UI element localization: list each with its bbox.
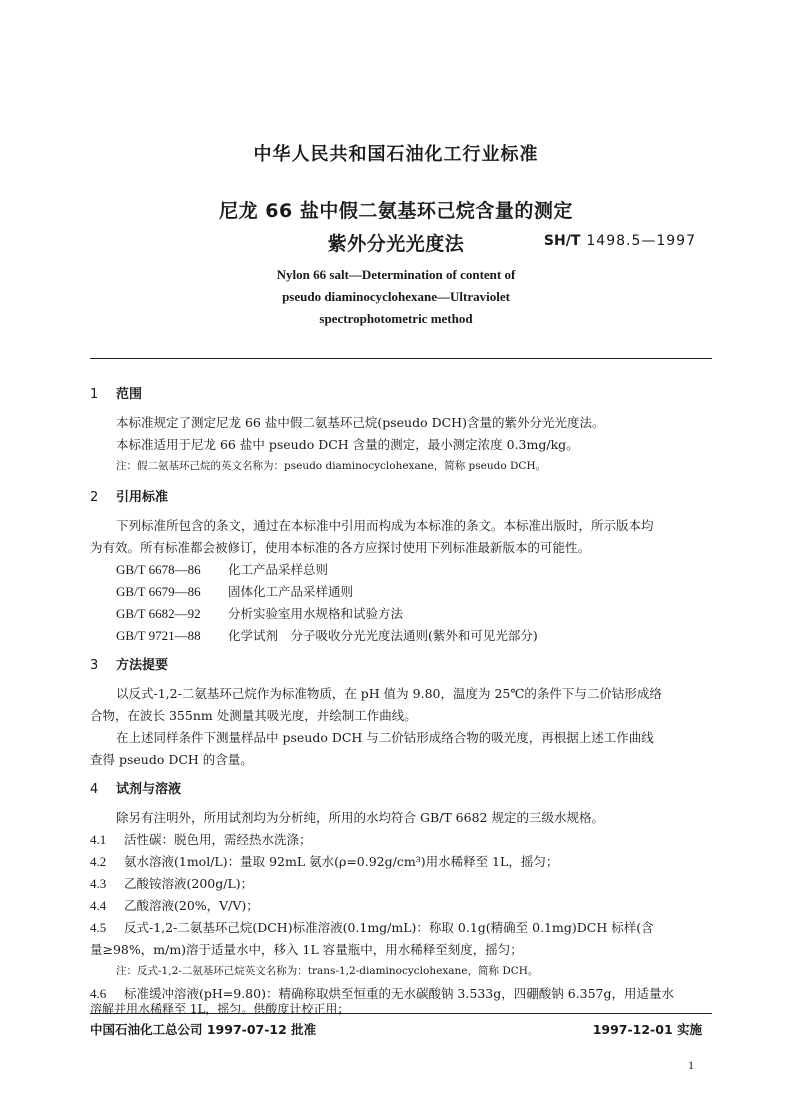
item-number: 4.3	[90, 876, 107, 891]
reference-code: GB/T 6682—92	[116, 606, 201, 621]
section-2-paragraph-line2: 为有效。所有标准都会被修订，使用本标准的各方应探讨使用下列标准最新版本的可能性。	[90, 540, 591, 555]
reagent-item	[90, 830, 312, 848]
reference-standard	[116, 582, 353, 600]
section-4-heading	[90, 778, 181, 797]
reagent-item	[90, 896, 259, 914]
section-number: 3	[90, 658, 99, 673]
approval-date: 中国石油化工总公司 1997-07-12 批准	[90, 1022, 317, 1037]
document-title-line1: 尼龙 66 盐中假二氨基环己烷含量的测定	[219, 200, 573, 222]
item-text: 乙酸溶液(20%，V/V)；	[124, 898, 259, 913]
section-title: 方法提要	[116, 658, 169, 673]
section-number: 4	[90, 782, 99, 797]
standard-number: 1498.5—1997	[586, 233, 696, 249]
section-number: 1	[90, 387, 99, 402]
section-4-paragraph: 除另有注明外，所用试剂均为分析纯，所用的水均符合 GB/T 6682 规定的三级水规格。	[116, 810, 604, 825]
reference-standard	[116, 560, 328, 578]
english-title-line1: Nylon 66 salt—Determination of content of	[276, 267, 516, 282]
section-3-paragraph-2-line1: 在上述同样条件下测量样品中 pseudo DCH 与二价钴形成络合物的吸光度，再根据上述工作曲线	[116, 730, 654, 745]
section-3-paragraph-1-line2: 合物，在波长 355nm 处测量其吸光度，并绘制工作曲线。	[90, 708, 417, 723]
section-1-paragraph-2: 本标准适用于尼龙 66 盐中 pseudo DCH 含量的测定，最小测定浓度 0.3mg/kg。	[116, 437, 579, 452]
section-2-heading	[90, 486, 168, 505]
reference-code: GB/T 6678—86	[116, 562, 201, 577]
section-1-note: 注：假二氨基环己烷的英文名称为：pseudo diaminocyclohexane，简称 pseudo DCH。	[116, 460, 547, 472]
item-text: 乙酸铵溶液(200g/L)；	[124, 876, 254, 891]
english-title-line2: pseudo diaminocyclohexane—Ultraviolet	[282, 289, 510, 304]
section-3-heading	[90, 654, 168, 673]
reagent-item-continuation: 量≥98%，m/m)溶于适量水中，移入 1L 容量瓶中，用水稀释至刻度，摇匀；	[90, 942, 523, 957]
section-3-paragraph-1-line1: 以反式-1,2-二氨基环己烷作为标准物质，在 pH 值为 9.80，温度为 25℃的条件下与二价钴形成络	[116, 686, 662, 701]
reference-name: 固体化工产品采样通则	[228, 584, 354, 599]
reference-name: 分析实验室用水规格和试验方法	[228, 606, 404, 621]
reagent-item-continuation: 溶解并用水稀释至 1L，摇匀。供酸度计校正用；	[90, 1002, 350, 1016]
section-3-paragraph-2-line2: 查得 pseudo DCH 的含量。	[90, 752, 253, 767]
item-text: 反式-1,2-二氨基环己烷(DCH)标准溶液(0.1mg/mL)：称取 0.1g(精确至 0.1mg)DCH 标样(含	[124, 920, 654, 935]
issuing-organization: 中华人民共和国石油化工行业标准	[253, 144, 539, 165]
section-title: 引用标准	[116, 490, 169, 505]
page-number: 1	[688, 1058, 694, 1072]
item-text: 氨水溶液(1mol/L)：量取 92mL 氨水(ρ=0.92g/cm³)用水稀释至 1L，摇匀；	[124, 854, 559, 869]
section-title: 范围	[116, 387, 143, 402]
section-title: 试剂与溶液	[116, 782, 182, 797]
reference-standard	[116, 626, 538, 644]
section-number: 2	[90, 490, 99, 505]
reference-standard	[116, 604, 403, 622]
reagent-item	[90, 852, 558, 870]
item-number: 4.6	[90, 986, 107, 1001]
reference-code: GB/T 9721—88	[116, 628, 201, 643]
item-text: 活性碳：脱色用，需经热水洗涤；	[124, 832, 312, 847]
implementation-date: 1997-12-01 实施	[592, 1022, 702, 1037]
standard-prefix: SH/T	[543, 233, 581, 249]
reference-name: 化工产品采样总则	[228, 562, 329, 577]
reagent-item	[90, 918, 654, 936]
document-title-line2: 紫外分光光度法	[327, 233, 465, 255]
item-number: 4.4	[90, 898, 107, 913]
reagent-note: 注：反式-1,2-二氨基环己烷英文名称为：trans-1,2-diaminocyclohexane，简称 DCH。	[116, 965, 539, 977]
item-number: 4.5	[90, 920, 107, 935]
english-title-line3: spectrophotometric method	[319, 311, 473, 326]
item-number: 4.1	[90, 832, 107, 847]
header-divider	[90, 358, 712, 359]
item-number: 4.2	[90, 854, 107, 869]
item-text: 标准缓冲溶液(pH=9.80)：精确称取烘至恒重的无水碳酸钠 3.533g，四硼酸钠 6.357g，用适量水	[124, 986, 674, 1001]
reference-code: GB/T 6679—86	[116, 584, 201, 599]
section-1-paragraph-1: 本标准规定了测定尼龙 66 盐中假二氨基环己烷(pseudo DCH)含量的紫外分光光度法。	[116, 415, 605, 430]
reference-name: 化学试剂 分子吸收分光光度法通则(紫外和可见光部分)	[228, 628, 538, 643]
reagent-item	[90, 874, 253, 892]
section-2-paragraph-line1: 下列标准所包含的条文，通过在本标准中引用而构成为本标准的条文。本标准出版时，所示版本均	[116, 518, 654, 533]
footer-divider	[90, 1013, 712, 1014]
section-1-heading	[90, 383, 142, 402]
standard-code	[544, 233, 696, 249]
